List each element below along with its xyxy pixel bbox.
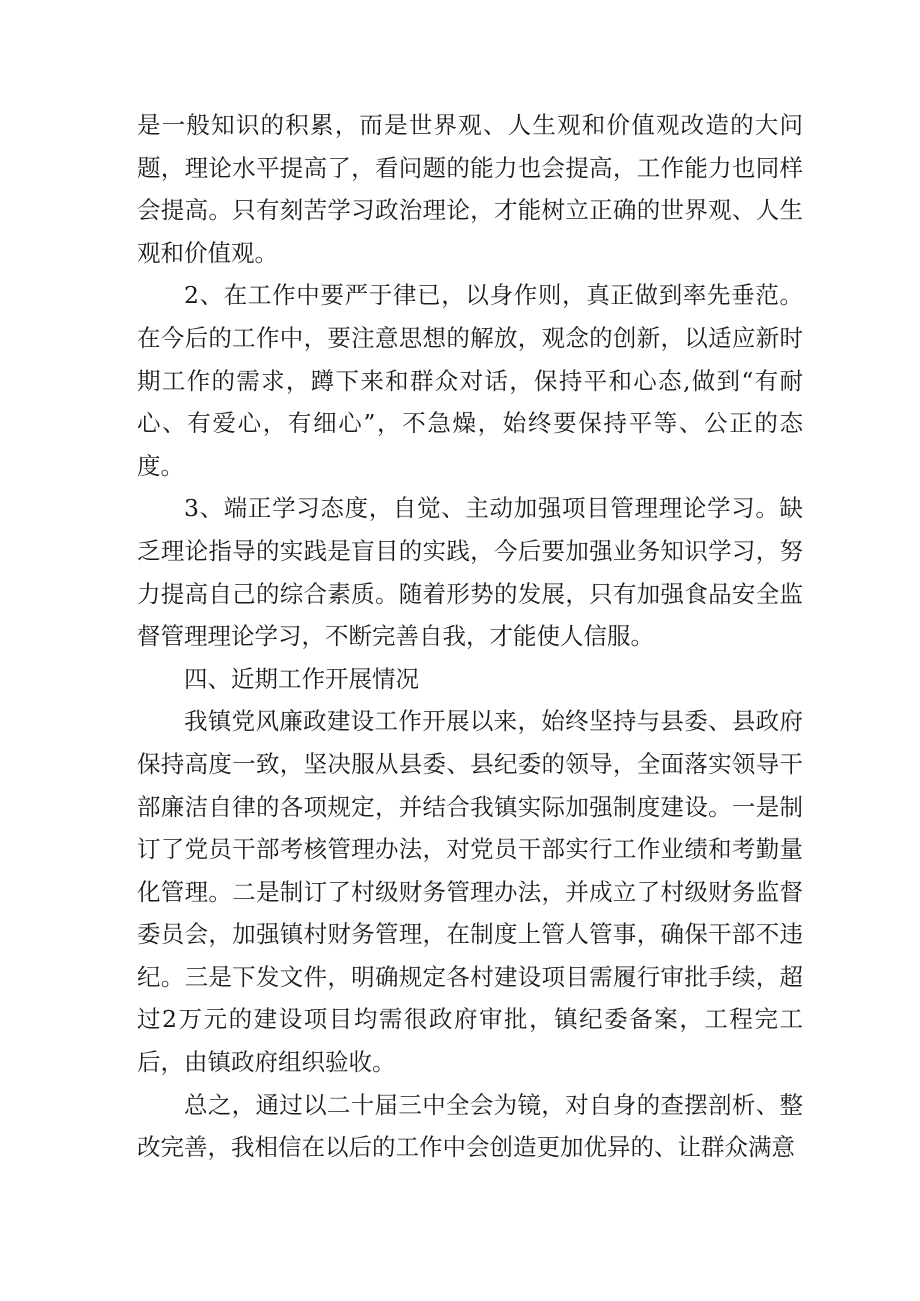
paragraph-conclusion: 总之，通过以二十届三中全会为镜，对自身的查摆剖析、整改完善，我相信在以后的工作中会创造更加优异的、让群众满意 [137,1090,803,1162]
paragraph-recent-work: 我镇党风廉政建设工作开展以来，始终坚持与县委、县政府保持高度一致，坚决服从县委、县纪委的领导，全面落实领导干部廉洁自律的各项规定，并结合我镇实际加强制度建设。一是制订了党员干部考核管理办法，对党员干部实行工作业绩和考勤量化管理。二是制订了村级财务管理办法，并成立了村级财务监督委员会，加强镇村财务管理，在制度上管人管事，确保干部不违纪。三是下发文件，明确规定各村建设项目需履行审批手续，超过2万元的建设项目均需很政府审批，镇纪委备案，工程完工后，由镇政府组织验收。 [137,707,803,1077]
paragraph-item-3: 3、端正学习态度，自觉、主动加强项目管理理论学习。缺乏理论指导的实践是盲目的实践，今后要加强业务知识学习，努力提高自己的综合素质。随着形势的发展，只有加强食品安全监督管理理论学习，不断完善自我，才能使人信服。 [137,494,803,651]
document-page [137,104,803,1169]
section-heading: 四、近期工作开展情况 [184,664,419,693]
paragraph-continuation: 是一般知识的积累，而是世界观、人生观和价值观改造的大问题，理论水平提高了，看问题的能力也会提高，工作能力也同样会提高。只有刻苦学习政治理论，才能树立正确的世界观、人生观和价值观。 [137,111,803,267]
paragraph-item-2: 2、在工作中要严于律已，以身作则，真正做到率先垂范。在今后的工作中，要注意思想的解放，观念的创新，以适应新时期工作的需求，蹲下来和群众对话，保持平和心态,做到“有耐心、有爱心，有细心”，不急燥，始终要保持平等、公正的态度。 [137,281,803,480]
